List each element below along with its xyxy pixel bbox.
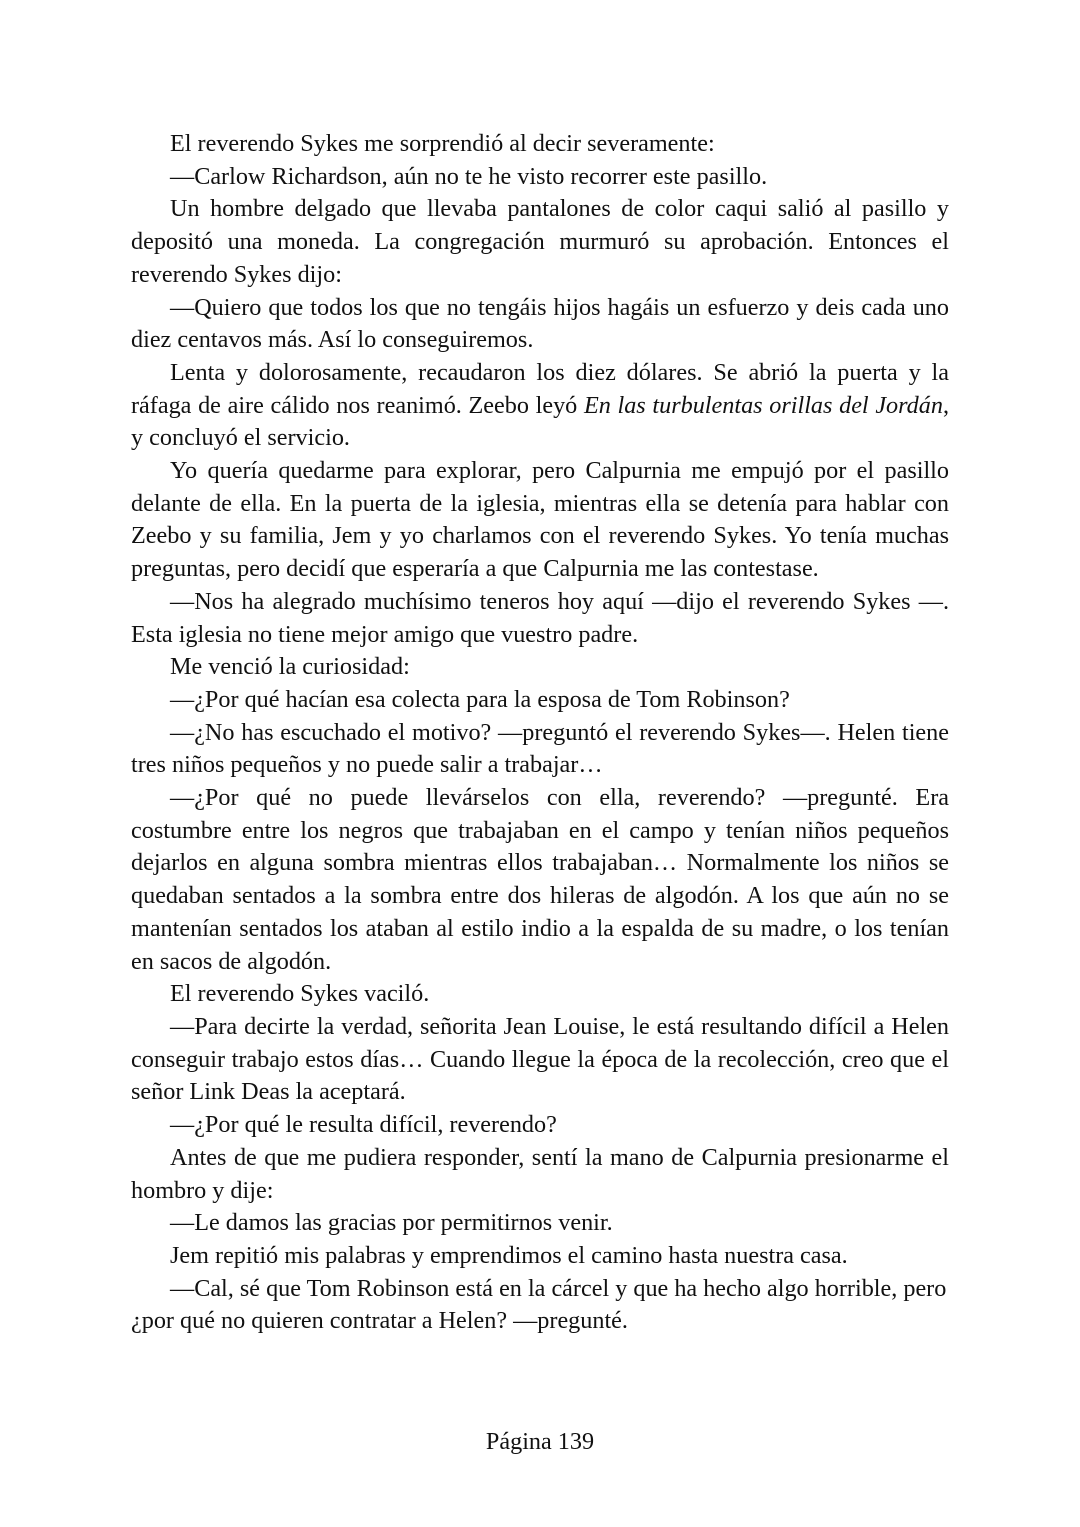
paragraph: —Quiero que todos los que no tengáis hijos hagáis un esfuerzo y deis cada uno diez centavos más. Así lo conseguiremos.: [131, 293, 949, 354]
paragraph: —Para decirte la verdad, señorita Jean Louise, le está resultando difícil a Helen conseguir trabajo estos días… Cuando llegue la época de la recolección, creo que el señor Link Deas la aceptará.: [131, 1012, 949, 1106]
paragraph-text: , y concluyó el servicio.: [131, 391, 949, 452]
paragraph: —¿No has escuchado el motivo? —preguntó el reverendo Sykes—. Helen tiene tres niños pequeños y no puede salir a trabajar…: [131, 718, 949, 779]
paragraph: Antes de que me pudiera responder, sentí la mano de Calpurnia presionarme el hombro y dije:: [131, 1143, 949, 1204]
paragraph: —¿Por qué le resulta difícil, reverendo?: [170, 1111, 557, 1139]
page-number: Página 139: [485, 1428, 595, 1455]
paragraph: —Nos ha alegrado muchísimo teneros hoy aquí —dijo el reverendo Sykes —. Esta iglesia no tiene mejor amigo que vuestro padre.: [131, 587, 949, 648]
paragraph: —¿Por qué hacían esa colecta para la esposa de Tom Robinson?: [170, 685, 790, 713]
paragraph: —Carlow Richardson, aún no te he visto recorrer este pasillo.: [170, 162, 768, 190]
paragraph: —¿Por qué no puede llevárselos con ella, reverendo? —pregunté. Era costumbre entre los negros que trabajaban en el campo y tenían niños pequeños dejarlos en alguna sombra mientras ellos trabajaban… Normalmente los niños se quedaban sentados a la sombra entre dos hileras de algodón. A los que aún no se mantenían sentados los ataban al estilo indio a la espalda de su madre, o los tenían en sacos de algodón.: [131, 784, 949, 975]
paragraph: Me venció la curiosidad:: [170, 653, 410, 681]
song-title: En las turbulentas orillas del Jordán: [583, 391, 943, 419]
paragraph-text: Lenta y dolorosamente, recaudaron los diez dólares. Se abrió la puerta y la ráfaga de aire cálido nos reanimó. Zeebo leyó: [131, 358, 949, 419]
paragraph: El reverendo Sykes vaciló.: [170, 980, 430, 1008]
paragraph: —Cal, sé que Tom Robinson está en la cárcel y que ha hecho algo horrible, pero ¿por qué no quieren contratar a Helen? —pregunté.: [131, 1274, 947, 1335]
paragraph: Yo quería quedarme para explorar, pero Calpurnia me empujó por el pasillo delante de ella. En la puerta de la iglesia, mientras ella se detenía para hablar con Zeebo y su familia, Jem y yo charlamos con el reverendo Sykes. Yo tenía muchas preguntas, pero decidí que esperaría a que Calpurnia me las contestase.: [131, 457, 949, 583]
body-text: [131, 128, 949, 1338]
paragraph: Jem repitió mis palabras y emprendimos el camino hasta nuestra casa.: [170, 1241, 848, 1269]
paragraph: —Le damos las gracias por permitirnos venir.: [170, 1209, 613, 1237]
paragraph: El reverendo Sykes me sorprendió al decir severamente:: [170, 130, 715, 157]
paragraph: [131, 357, 949, 455]
paragraph: Un hombre delgado que llevaba pantalones de color caqui salió al pasillo y depositó una moneda. La congregación murmuró su aprobación. Entonces el reverendo Sykes dijo:: [131, 195, 949, 288]
